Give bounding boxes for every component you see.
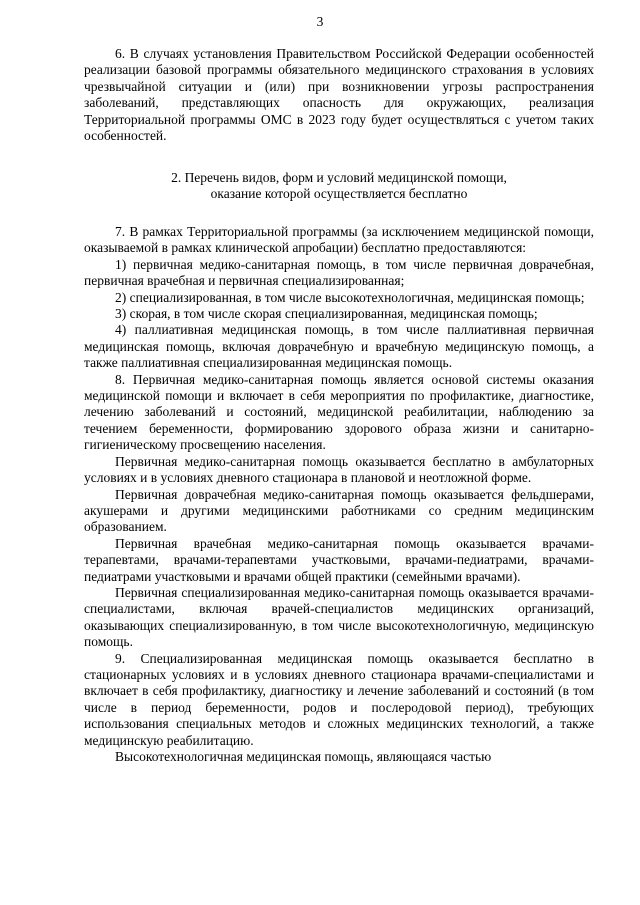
paragraph-doctor-care: Первичная врачебная медико-санитарная помощь оказывается врачами-терапевтами, врачами-терапевтами участковыми, врачами-педиатрами, врачами-педиатрами участковыми и врачами общей практики (семейными врачами). — [84, 535, 594, 584]
page-number: 3 — [316, 14, 324, 29]
body-text — [84, 224, 594, 765]
section-heading — [84, 170, 594, 203]
section-heading-line-2: оказание которой осуществляется бесплатно — [210, 186, 468, 202]
paragraph-6-block — [84, 46, 594, 144]
list-item-2: 2) специализированная, в том числе высокотехнологичная, медицинская помощь; — [115, 289, 585, 305]
paragraph-6: 6. В случаях установления Правительством Российской Федерации особенностей реализации базовой программы обязательного медицинского страхования в условиях чрезвычайной ситуации и (или) при возникновении угрозы распространения заболеваний, представляющих опасность для окружающих, реализация Территориальной программы ОМС в 2023 году будет осуществляться с учетом таких особенностей. — [84, 46, 594, 144]
paragraph-8: 8. Первичная медико-санитарная помощь является основой системы оказания медицинской помощи и включает в себя мероприятия по профилактике, диагностике, лечению заболеваний и состояний, медицинской реабилитации, наблюдению за течением беременности, формированию здорового образа жизни и санитарно-гигиеническому просвещению населения. — [84, 371, 594, 453]
paragraph-primary-care: Первичная медико-санитарная помощь оказывается бесплатно в амбулаторных условиях и в условиях дневного стационара в плановой и неотложной форме. — [84, 453, 594, 486]
paragraph-7: 7. В рамках Территориальной программы (за исключением медицинской помощи, оказываемой в рамках клинической апробации) бесплатно предоставляются: — [84, 224, 594, 256]
paragraph-specialized-primary-care: Первичная специализированная медико-санитарная помощь оказывается врачами-специалистами, включая врачей-специалистов медицинских организаций, оказывающих специализированную, в том числе высокотехнологичную, медицинскую помощь. — [84, 584, 594, 650]
list-item-1: 1) первичная медико-санитарная помощь, в том числе первичная доврачебная, первичная врачебная и первичная специализированная; — [84, 256, 594, 289]
paragraph-high-tech-care: Высокотехнологичная медицинская помощь, являющаяся частью — [115, 749, 492, 764]
paragraph-9: 9. Специализированная медицинская помощь оказывается бесплатно в стационарных условиях и в условиях дневного стационара врачами-специалистами и включает в себя профилактику, диагностику и лечение заболеваний и состояний (в том числе в период беременности, родов и послеродовой период), требующих использования специальных методов и сложных медицинских технологий, а также медицинскую реабилитацию. — [84, 650, 594, 748]
paragraph-pre-doctor-care: Первичная доврачебная медико-санитарная помощь оказывается фельдшерами, акушерами и другими медицинскими работниками со средним медицинским образованием. — [84, 486, 594, 535]
section-heading-line-1: 2. Перечень видов, форм и условий медицинской помощи, — [171, 170, 507, 185]
list-item-4: 4) паллиативная медицинская помощь, в том числе паллиативная первичная медицинская помощь, включая доврачебную и врачебную медицинскую помощь, а также паллиативная специализированная медицинская помощь. — [84, 322, 594, 371]
list-item-3: 3) скорая, в том числе скорая специализированная, медицинская помощь; — [115, 306, 538, 322]
